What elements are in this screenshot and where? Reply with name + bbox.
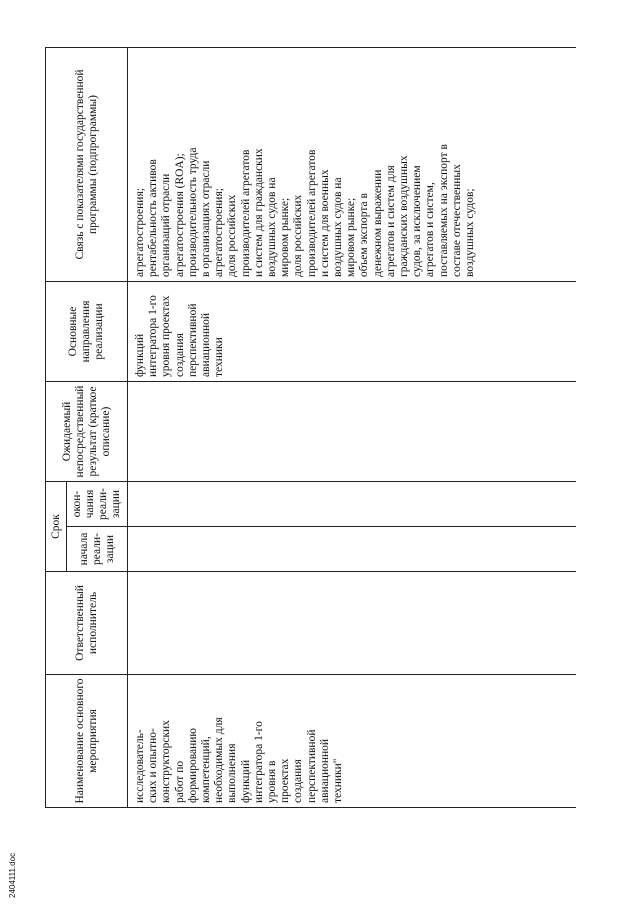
link-line: доля российских (226, 194, 239, 277)
name-line: выполнения (226, 743, 239, 803)
link-line: денежном выражении (371, 169, 384, 277)
header-result: Ожидаемый непосредственный результат (краткое описание) (46, 381, 128, 481)
cell-result (128, 381, 577, 481)
directions-line: создания (173, 333, 186, 377)
link-line: производителей агрегатов (305, 149, 318, 277)
link-line: воздушных судов на (332, 177, 345, 277)
name-line: компетенций, (200, 736, 213, 803)
link-line: агрегатостроения; (134, 188, 146, 277)
cell-executor (128, 572, 577, 675)
header-term-start: начала реали-зации (67, 527, 128, 572)
link-line: и систем для гражданских (252, 148, 265, 277)
header-name: Наименование основного мероприятия (46, 675, 128, 808)
file-footer (8, 816, 22, 906)
link-line: и систем для военных (318, 169, 331, 277)
cell-directions (128, 281, 577, 381)
name-line: авиационной (318, 738, 331, 803)
link-line: объем экспорта в (358, 193, 371, 277)
directions-line: интегратора 1-го (147, 295, 160, 377)
name-line: ских и опытно- (147, 728, 160, 803)
link-line: производительность труда (186, 147, 199, 277)
header-term-end: окон-чания реали-зации (67, 481, 128, 526)
name-line: исследователь- (134, 729, 146, 803)
directions-line: функций (134, 333, 146, 377)
header-directions: Основные направления реализации (46, 281, 128, 381)
program-table (45, 47, 576, 808)
link-line: рентабельность активов (147, 159, 160, 277)
name-line: проектах (279, 758, 292, 803)
name-line: функций (239, 759, 252, 803)
link-line: гражданских воздушных (398, 155, 411, 277)
page-number (0, 48, 1, 808)
link-line: агрегатов и систем, (424, 182, 437, 277)
directions-line: техники (213, 337, 226, 377)
link-line: агрегатов и систем для (384, 165, 397, 277)
name-line: интегратора 1-го (252, 721, 265, 803)
cell-term-end (128, 481, 577, 526)
header-row-1 (46, 47, 67, 807)
link-line: поставляемых на экспорт в (437, 144, 450, 277)
header-term: Срок (46, 481, 67, 571)
rotated-page (45, 48, 605, 808)
link-line: составе отечественных (450, 164, 463, 277)
name-line: создания (292, 759, 305, 803)
directions-line: перспективной (186, 303, 199, 377)
link-line: мировом рынке; (345, 197, 358, 277)
link-line: воздушных судов на (266, 177, 279, 277)
name-line: перспективной (305, 729, 318, 803)
header-executor: Ответственный исполнитель (46, 572, 128, 675)
cell-link (128, 47, 577, 281)
header-link: Связь с показателями государственной программы (подпрограммы) (46, 47, 128, 281)
file-name: 2404111.doc (8, 852, 17, 898)
link-line: судов, за исключением (411, 165, 424, 277)
name-line: уровня в (266, 760, 279, 803)
link-line: производителей агрегатов (239, 149, 252, 277)
name-line: необходимых для (213, 717, 226, 803)
link-line: агрегатостроения; (213, 188, 226, 277)
name-line: формированию (186, 728, 199, 803)
name-line: конструкторских (160, 720, 173, 803)
link-line: мировом рынке; (279, 197, 292, 277)
directions-line: уровня проектах (160, 295, 173, 377)
table-row (128, 47, 577, 807)
link-line: доля российских (292, 194, 305, 277)
cell-name (128, 675, 577, 808)
name-line: техники" (332, 758, 345, 803)
directions-line: авиационной (200, 312, 213, 377)
link-line: организаций отрасли (160, 173, 173, 277)
name-line: работ по (173, 760, 186, 803)
cell-term-start (128, 527, 577, 572)
link-line: в организациях отрасли (200, 160, 213, 277)
link-line: воздушных судов; (464, 188, 477, 277)
link-line: агрегатостроения (ROA); (173, 153, 186, 277)
